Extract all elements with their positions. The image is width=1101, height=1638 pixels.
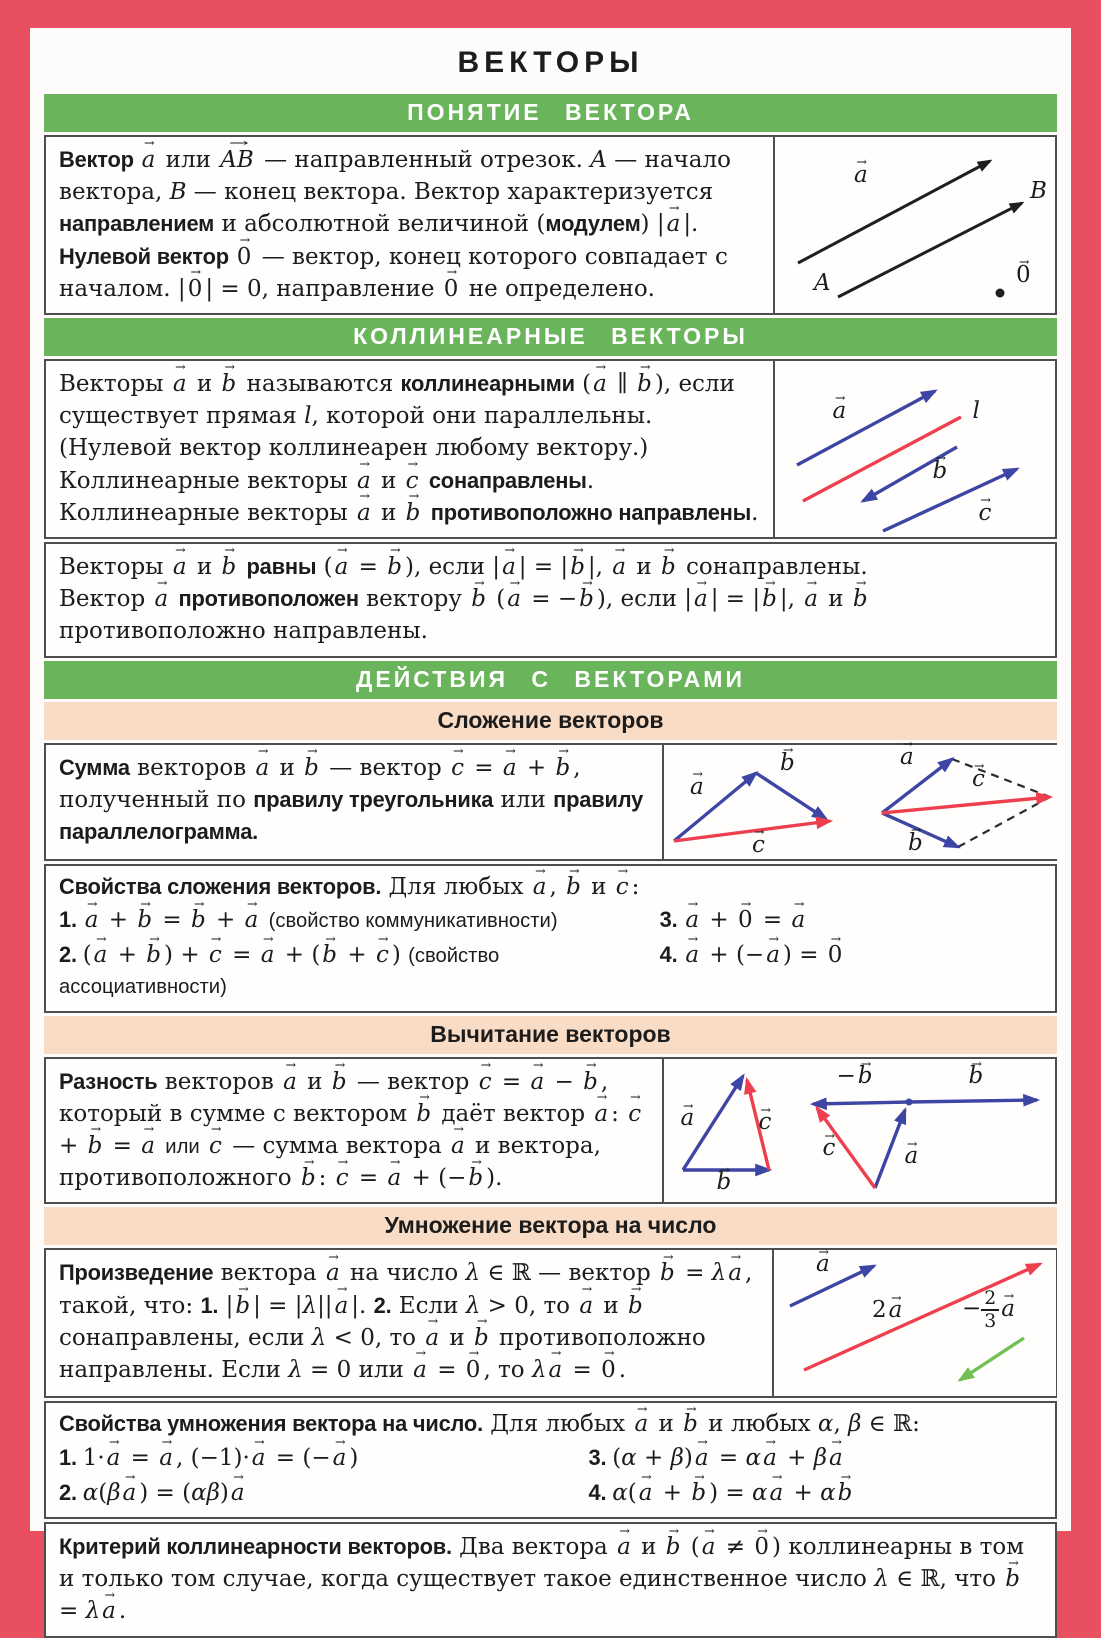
concept-paragraph: Вектор a → или AB → — направленный отрезок. A — начало вектора, B — конец вектора. Вектор характеризуется направлением и абсолютной величиной (модулем) |a → |. Нулевой вектор 0 → — вектор, конец которого совпадает с началом. |0 → | = 0, направление 0 → не определено. <box>59 144 760 305</box>
multiplication-property-1: 1. 1·a → = a → , (−1)·a → = (−a → ) <box>59 1443 581 1474</box>
collinear-figure-canvas <box>783 365 1048 533</box>
concept-figure-canvas <box>784 137 1046 313</box>
addition-property-4: 4. a → + (−a → ) = 0 → <box>660 940 1042 1003</box>
poster-page <box>30 28 1071 1625</box>
addition-property-1: 1. a → + b → = b → + a → (свойство коммуникативности) <box>59 905 652 936</box>
parallelogram-rule-figure <box>866 745 1064 859</box>
addition-text <box>46 745 662 859</box>
label-vector-a: a → <box>903 1144 922 1169</box>
label-vector-neg-two-thirds-a: − $\frac{2}{3}$ a → <box>962 1288 1018 1331</box>
opposite-vectors-paragraph: Вектор a → противоположен вектору b → (a → = −b → ), если |a → | = |b → |, a → и b → противоположно направлены. <box>59 583 1042 647</box>
addition-properties <box>46 866 1055 1011</box>
multiplication-properties-block <box>44 1401 1057 1519</box>
addition-properties-block <box>44 864 1057 1013</box>
subtraction-paragraph: Разность векторов a → и b → — вектор c → = a → − b → , который в сумме с вектором b → даёт вектор a → : c → + b → = a → или c → — сумма вектора a → и вектора, противоположного b → : c → = a → + (−b → ). <box>59 1066 649 1195</box>
label-vector-b: b → <box>715 1170 735 1195</box>
addition-paragraph: Сумма векторов a → и b → — вектор c → = a → + b → , полученный по правилу треугольника или правилу параллелограмма. <box>59 752 649 849</box>
label-vector-a: a → <box>688 775 707 800</box>
parallelogram-dashed-top <box>952 759 1050 797</box>
concept-figure <box>773 137 1055 313</box>
label-vector-a: a → <box>898 745 917 770</box>
label-vector-a: a → <box>679 1106 698 1131</box>
collinear-block <box>44 359 1057 539</box>
label-vector-c: c → <box>757 1110 775 1135</box>
criterion-paragraph: Критерий коллинеарности векторов. Два вектора a → и b → (a → ≠ 0 → ) коллинеарны в том и только том случае, когда существует такое единственное число λ ∈ ℝ, что b → = λa → . <box>59 1531 1042 1628</box>
zero-vector-dot <box>996 289 1005 298</box>
label-vector-a: a → <box>814 1252 833 1277</box>
concept-block <box>44 135 1057 315</box>
multiplication-paragraph: Произведение вектора a → на число λ ∈ ℝ — вектор b → = λa → , такой, что: 1. |b → | = |λ||a → |. 2. Если λ > 0, то a → и b → сонаправлены, если λ < 0, то a → и b → противоположно направлены. Если λ = 0 или a → = 0 → , то λa → = 0 → . <box>59 1257 759 1386</box>
label-vector-b: b → <box>931 459 951 484</box>
multiplication-property-3: 3. (α + β)a → = αa → + βa → <box>589 1443 1042 1474</box>
multiplication-properties <box>46 1403 1055 1517</box>
addition-property-3: 3. a → + 0 → = a → <box>660 905 1042 936</box>
addition-figures <box>662 745 1064 859</box>
criterion-text <box>46 1524 1055 1636</box>
label-vector-b: b → <box>967 1064 987 1089</box>
subtraction-figures <box>662 1059 1055 1203</box>
vector-minus-b-arrow <box>813 1102 909 1104</box>
subheader-addition: Сложение векторов <box>44 702 1057 740</box>
header-operations: ДЕЙСТВИЯ С ВЕКТОРАМИ <box>44 661 1057 699</box>
parallelogram-rule-diagram <box>866 745 1064 859</box>
multiplication-property-2: 2. α(βa → ) = (αβ)a → <box>59 1478 581 1509</box>
equal-vectors-block <box>44 542 1057 658</box>
equal-vectors-paragraph: Векторы a → и b → равны (a → = b → ), если |a → | = |b → |, a → и b → сонаправлены. <box>59 551 1042 583</box>
label-vector-a: a → <box>852 163 871 188</box>
vector-a-arrow <box>797 391 935 465</box>
multiplication-properties-title: Свойства умножения вектора на число. Для любых a → и b → и любых α, β ∈ ℝ: <box>59 1409 1042 1440</box>
addition-block <box>44 743 1057 861</box>
vector-ab-arrow <box>838 203 1022 297</box>
label-vector-c: c → <box>977 501 995 526</box>
concept-text <box>46 137 773 313</box>
addition-property-2: 2. (a → + b → ) + c → = a → + (b → + c → ) (свойство ассоциативности) <box>59 940 652 1003</box>
label-vector-c: c → <box>970 767 988 792</box>
label-vector-c: c → <box>821 1136 839 1161</box>
label-vector-b: b → <box>906 831 926 856</box>
label-vector-c: c → <box>750 833 768 858</box>
label-vector-a: a → <box>831 399 850 424</box>
multiplication-property-4: 4. α(a → + b → ) = αa → + αb → <box>589 1478 1042 1509</box>
addition-properties-list <box>59 905 1042 1003</box>
label-vector-2a: 2a → <box>872 1298 905 1323</box>
criterion-block <box>44 1522 1057 1638</box>
collinear-paragraph: Векторы a → и b → называются коллинеарными (a → ∥ b → ), если существует прямая l, которой они параллельны. (Нулевой вектор коллинеарен любому вектору.) Коллинеарные векторы a → и c → сонаправлены. Коллинеарные векторы a → и b → противоположно направлены. <box>59 368 760 529</box>
poster-title: ВЕКТОРЫ <box>457 46 644 79</box>
equal-vectors-text <box>46 544 1055 656</box>
subtraction-text <box>46 1059 662 1203</box>
collinear-figure <box>773 361 1055 537</box>
vector-b-arrow <box>756 773 826 819</box>
multiplication-properties-list <box>59 1443 1042 1510</box>
label-point-b: B <box>1030 178 1047 204</box>
header-concept: ПОНЯТИЕ ВЕКТОРА <box>44 94 1057 132</box>
multiplication-text <box>46 1250 772 1396</box>
vector-a-arrow <box>798 161 990 263</box>
multiplication-figure <box>772 1250 1056 1396</box>
label-line-l: l <box>972 397 980 424</box>
label-vector-b: b → <box>778 751 798 776</box>
subtraction-triangle-figure <box>673 1064 791 1196</box>
header-collinear: КОЛЛИНЕАРНЫЕ ВЕКТОРЫ <box>44 318 1057 356</box>
fraction-two-thirds: $\frac{2}{3}$ <box>981 1288 999 1331</box>
subheader-multiplication: Умножение вектора на число <box>44 1207 1057 1245</box>
collinear-diagram <box>783 365 1048 533</box>
label-zero-vector: 0 → <box>1014 263 1034 288</box>
multiplication-figure-canvas <box>774 1250 1056 1396</box>
subtraction-line-figure <box>801 1064 1047 1196</box>
vector-a-arrow <box>875 1110 905 1188</box>
addition-properties-title: Свойства сложения векторов. Для любых a → , b → и c → : <box>59 872 1042 903</box>
triangle-rule-figure <box>664 745 856 859</box>
junction-dot <box>905 1099 912 1106</box>
subtraction-block <box>44 1057 1057 1205</box>
label-point-a: A <box>814 270 831 296</box>
label-vector-minus-b: −b → <box>837 1064 876 1089</box>
subheader-subtraction: Вычитание векторов <box>44 1016 1057 1054</box>
collinear-text <box>46 361 773 537</box>
vector-a-arrow <box>882 759 952 813</box>
multiplication-block <box>44 1248 1057 1398</box>
vector-neg-two-thirds-a-arrow <box>960 1338 1024 1380</box>
vector-b-arrow <box>909 1100 1037 1102</box>
